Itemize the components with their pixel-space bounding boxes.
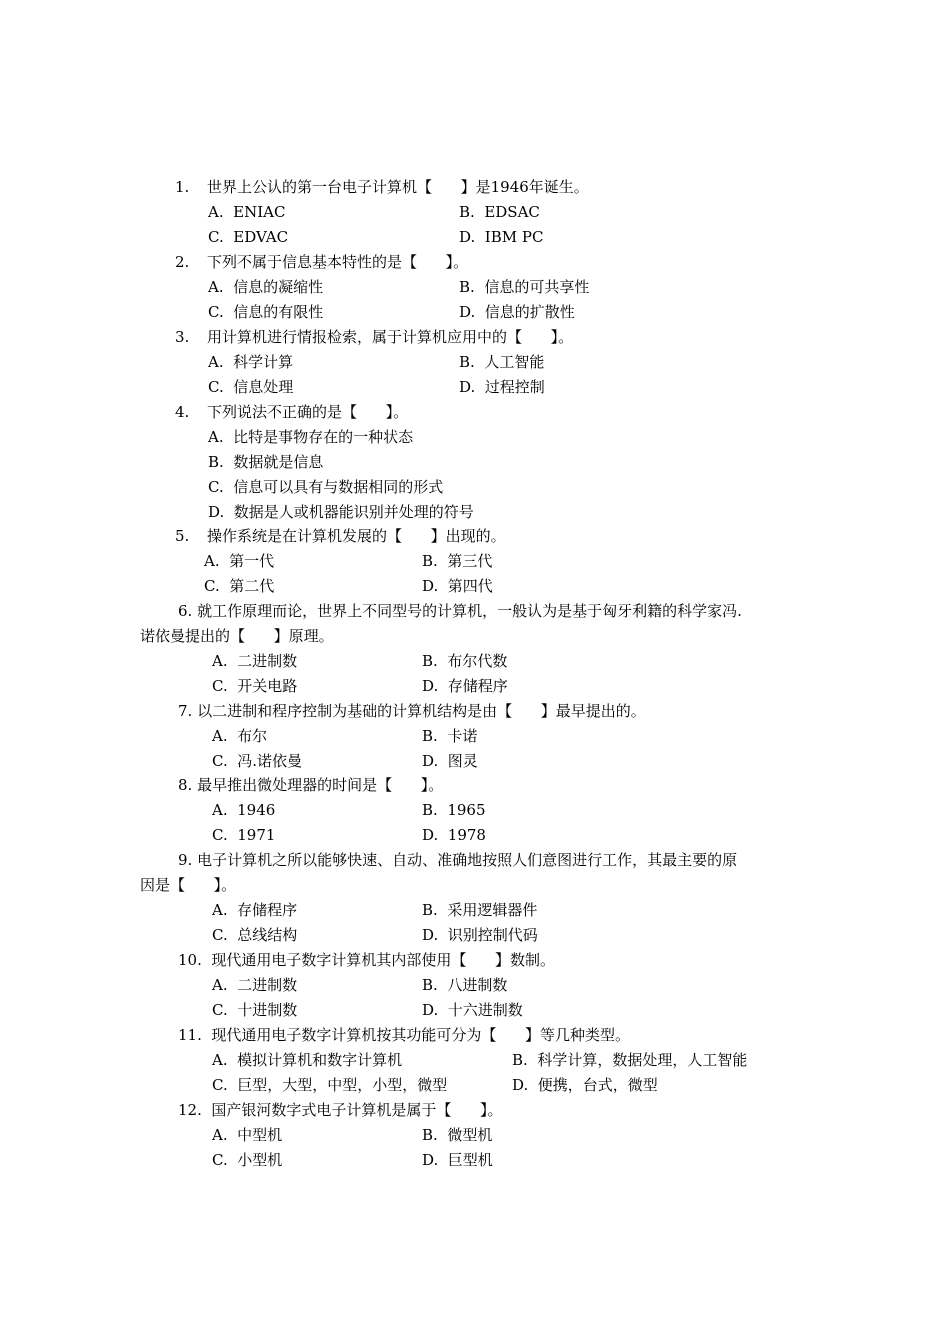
question-number: 9. <box>178 851 193 869</box>
option-c: C. 信息处理 <box>208 378 294 396</box>
option-d: D. 图灵 <box>422 752 478 770</box>
question-10 <box>178 950 555 970</box>
question-number: 4. <box>175 403 190 421</box>
option-c: C. 十进制数 <box>212 1001 298 1019</box>
option-b: B. 八进制数 <box>422 976 508 994</box>
option-d: D. 过程控制 <box>459 378 545 396</box>
option-d: D. 第四代 <box>422 577 493 595</box>
option-d: D. 数据是人或机器能识别并处理的符号 <box>208 503 474 521</box>
option-b: B. 数据就是信息 <box>208 453 324 471</box>
option-b: B. 信息的可共享性 <box>459 278 590 296</box>
option-d: D. 存储程序 <box>422 677 508 695</box>
option-b: B. 第三代 <box>422 552 493 570</box>
question-7 <box>178 701 646 721</box>
question-11 <box>178 1025 630 1045</box>
question-text: 现代通用电子数字计算机按其功能可分为【 】等几种类型。 <box>211 1026 631 1044</box>
option-c: C. EDVAC <box>208 228 289 246</box>
option-c: C. 信息可以具有与数据相同的形式 <box>208 478 444 496</box>
question-6 <box>178 601 742 621</box>
question-text: 下列说法不正确的是【 】。 <box>207 403 409 421</box>
question-text: 用计算机进行情报检索，属于计算机应用中的【 】。 <box>207 328 574 346</box>
option-b: B. 人工智能 <box>459 353 545 371</box>
question-8 <box>178 775 443 795</box>
option-a: A. 第一代 <box>204 552 275 570</box>
question-number: 10. <box>178 951 202 969</box>
question-text-continued: 因是【 】。 <box>140 876 237 894</box>
option-c: C. 巨型，大型，中型，小型，微型 <box>212 1076 448 1094</box>
option-c: C. 总线结构 <box>212 926 298 944</box>
option-c: C. 冯.诺依曼 <box>212 752 303 770</box>
question-1 <box>175 177 589 197</box>
question-text: 就工作原理而论，世界上不同型号的计算机，一般认为是基于匈牙利籍的科学家冯. <box>197 602 742 620</box>
question-3 <box>175 327 573 347</box>
question-number: 7. <box>178 702 193 720</box>
question-number: 1. <box>175 178 190 196</box>
question-9 <box>178 850 737 870</box>
option-a: A. 二进制数 <box>212 652 298 670</box>
question-text: 电子计算机之所以能够快速、自动、准确地按照人们意图进行工作，其最主要的原 <box>197 851 738 869</box>
question-text-continued: 诺依曼提出的【 】原理。 <box>140 627 334 645</box>
option-d: D. 1978 <box>422 826 486 844</box>
option-c: C. 第二代 <box>204 577 275 595</box>
option-d: D. 识别控制代码 <box>422 926 538 944</box>
option-a: A. 1946 <box>212 801 276 819</box>
question-text: 现代通用电子数字计算机其内部使用【 】数制。 <box>211 951 556 969</box>
question-number: 11. <box>178 1026 202 1044</box>
option-b: B. 卡诺 <box>422 727 478 745</box>
question-number: 3. <box>175 328 190 346</box>
option-c: C. 1971 <box>212 826 276 844</box>
option-b: B. EDSAC <box>459 203 540 221</box>
question-4 <box>175 402 408 422</box>
option-b: B. 采用逻辑器件 <box>422 901 538 919</box>
question-text: 下列不属于信息基本特性的是【 】。 <box>207 253 469 271</box>
option-b: B. 1965 <box>422 801 486 819</box>
option-a: A. 存储程序 <box>212 901 298 919</box>
option-c: C. 小型机 <box>212 1151 283 1169</box>
question-text: 操作系统是在计算机发展的【 】出现的。 <box>207 527 506 545</box>
option-a: A. 布尔 <box>212 727 268 745</box>
option-b: B. 科学计算，数据处理，人工智能 <box>512 1051 748 1069</box>
question-2 <box>175 252 468 272</box>
option-a: A. 模拟计算机和数字计算机 <box>212 1051 403 1069</box>
option-d: D. 巨型机 <box>422 1151 493 1169</box>
question-text: 世界上公认的第一台电子计算机【 】是1946年诞生。 <box>207 178 589 196</box>
option-d: D. 信息的扩散性 <box>459 303 575 321</box>
question-5 <box>175 526 506 546</box>
question-text: 最早推出微处理器的时间是【 】。 <box>197 776 444 794</box>
option-d: D. IBM PC <box>459 228 544 246</box>
option-b: B. 微型机 <box>422 1126 493 1144</box>
question-number: 8. <box>178 776 193 794</box>
option-c: C. 开关电路 <box>212 677 298 695</box>
option-d: D. 便携，台式，微型 <box>512 1076 658 1094</box>
question-number: 5. <box>175 527 190 545</box>
option-a: A. 二进制数 <box>212 976 298 994</box>
option-a: A. 科学计算 <box>208 353 294 371</box>
question-text: 国产银河数字式电子计算机是属于【 】。 <box>211 1101 503 1119</box>
option-c: C. 信息的有限性 <box>208 303 324 321</box>
question-text: 以二进制和程序控制为基础的计算机结构是由【 】最早提出的。 <box>197 702 646 720</box>
option-a: A. 信息的凝缩性 <box>208 278 324 296</box>
question-number: 12. <box>178 1101 202 1119</box>
option-b: B. 布尔代数 <box>422 652 508 670</box>
option-a: A. ENIAC <box>208 203 286 221</box>
option-a: A. 中型机 <box>212 1126 283 1144</box>
question-12 <box>178 1100 503 1120</box>
option-d: D. 十六进制数 <box>422 1001 523 1019</box>
question-number: 6. <box>178 602 193 620</box>
question-number: 2. <box>175 253 190 271</box>
option-a: A. 比特是事物存在的一种状态 <box>208 428 414 446</box>
